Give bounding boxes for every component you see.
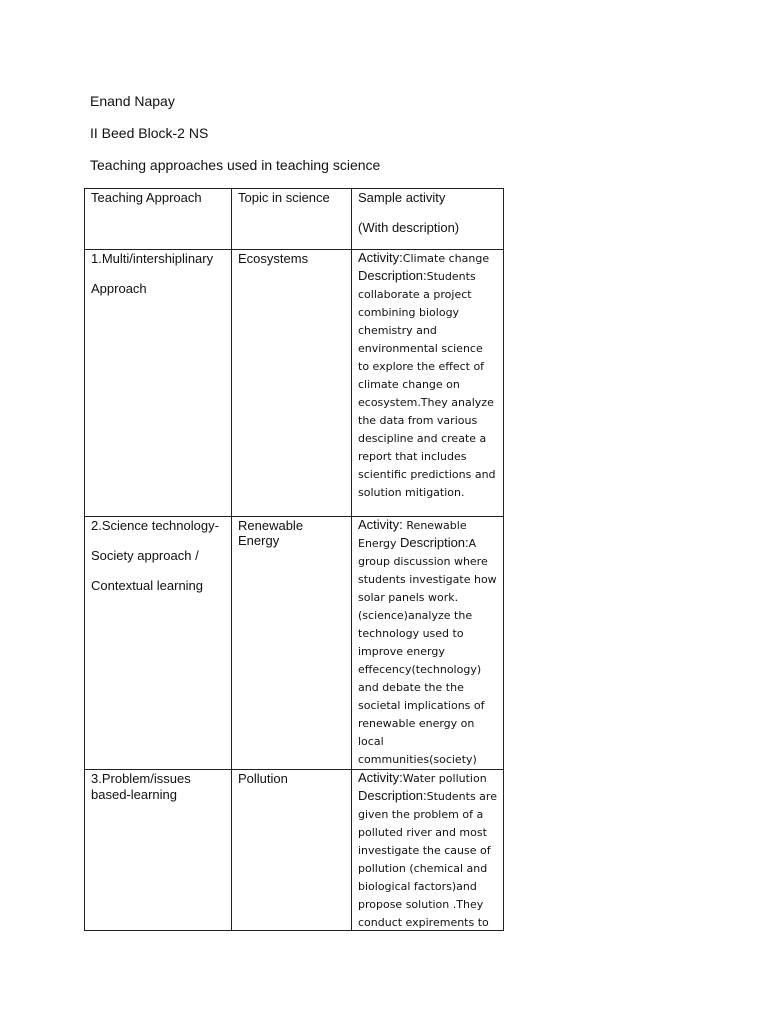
activity-cell: Activity:Climate change Description:Students collaborate a project combining biology chemistry and environmental science to explore the effect of climate change on ecosystem.They analyze the data from various descipline and create a report that includes scientific predictions and solution mitigation. [352,250,504,517]
topic-cell: Ecosystems [232,250,352,517]
table-row [85,770,504,931]
header-cell-topic: Topic in science [232,189,352,250]
header-cell-approach: Teaching Approach [85,189,232,250]
activity-cell: Activity:Water pollution Description:Students are given the problem of a polluted river and most investigate the cause of pollution (chemical and biological factors)and propose solution .They conduct expirements to [352,770,504,931]
table-row [85,250,504,517]
approaches-table [84,188,504,931]
table-header-row [85,189,504,250]
author-name: Enand Napay [90,93,175,109]
approach-cell: 2.Science technology- Society approach / Contextual learning [85,517,232,770]
table-row [85,517,504,770]
topic-cell: Renewable Energy [232,517,352,770]
activity-cell: Activity: Renewable Energy Description:A group discussion where students investigate how solar panels work.(science)analyze the technology used to improve energy effecency(technology) and debate the the societal implications of renewable energy on local communities(society) [352,517,504,770]
course-block: II Beed Block-2 NS [90,125,209,141]
approach-cell: 3.Problem/issues based-learning [85,770,232,931]
topic-cell: Pollution [232,770,352,931]
document-title: Teaching approaches used in teaching science [90,157,381,173]
approach-cell: 1.Multi/intershiplinary Approach [85,250,232,517]
header-cell-activity: Sample activity (With description) [352,189,504,250]
